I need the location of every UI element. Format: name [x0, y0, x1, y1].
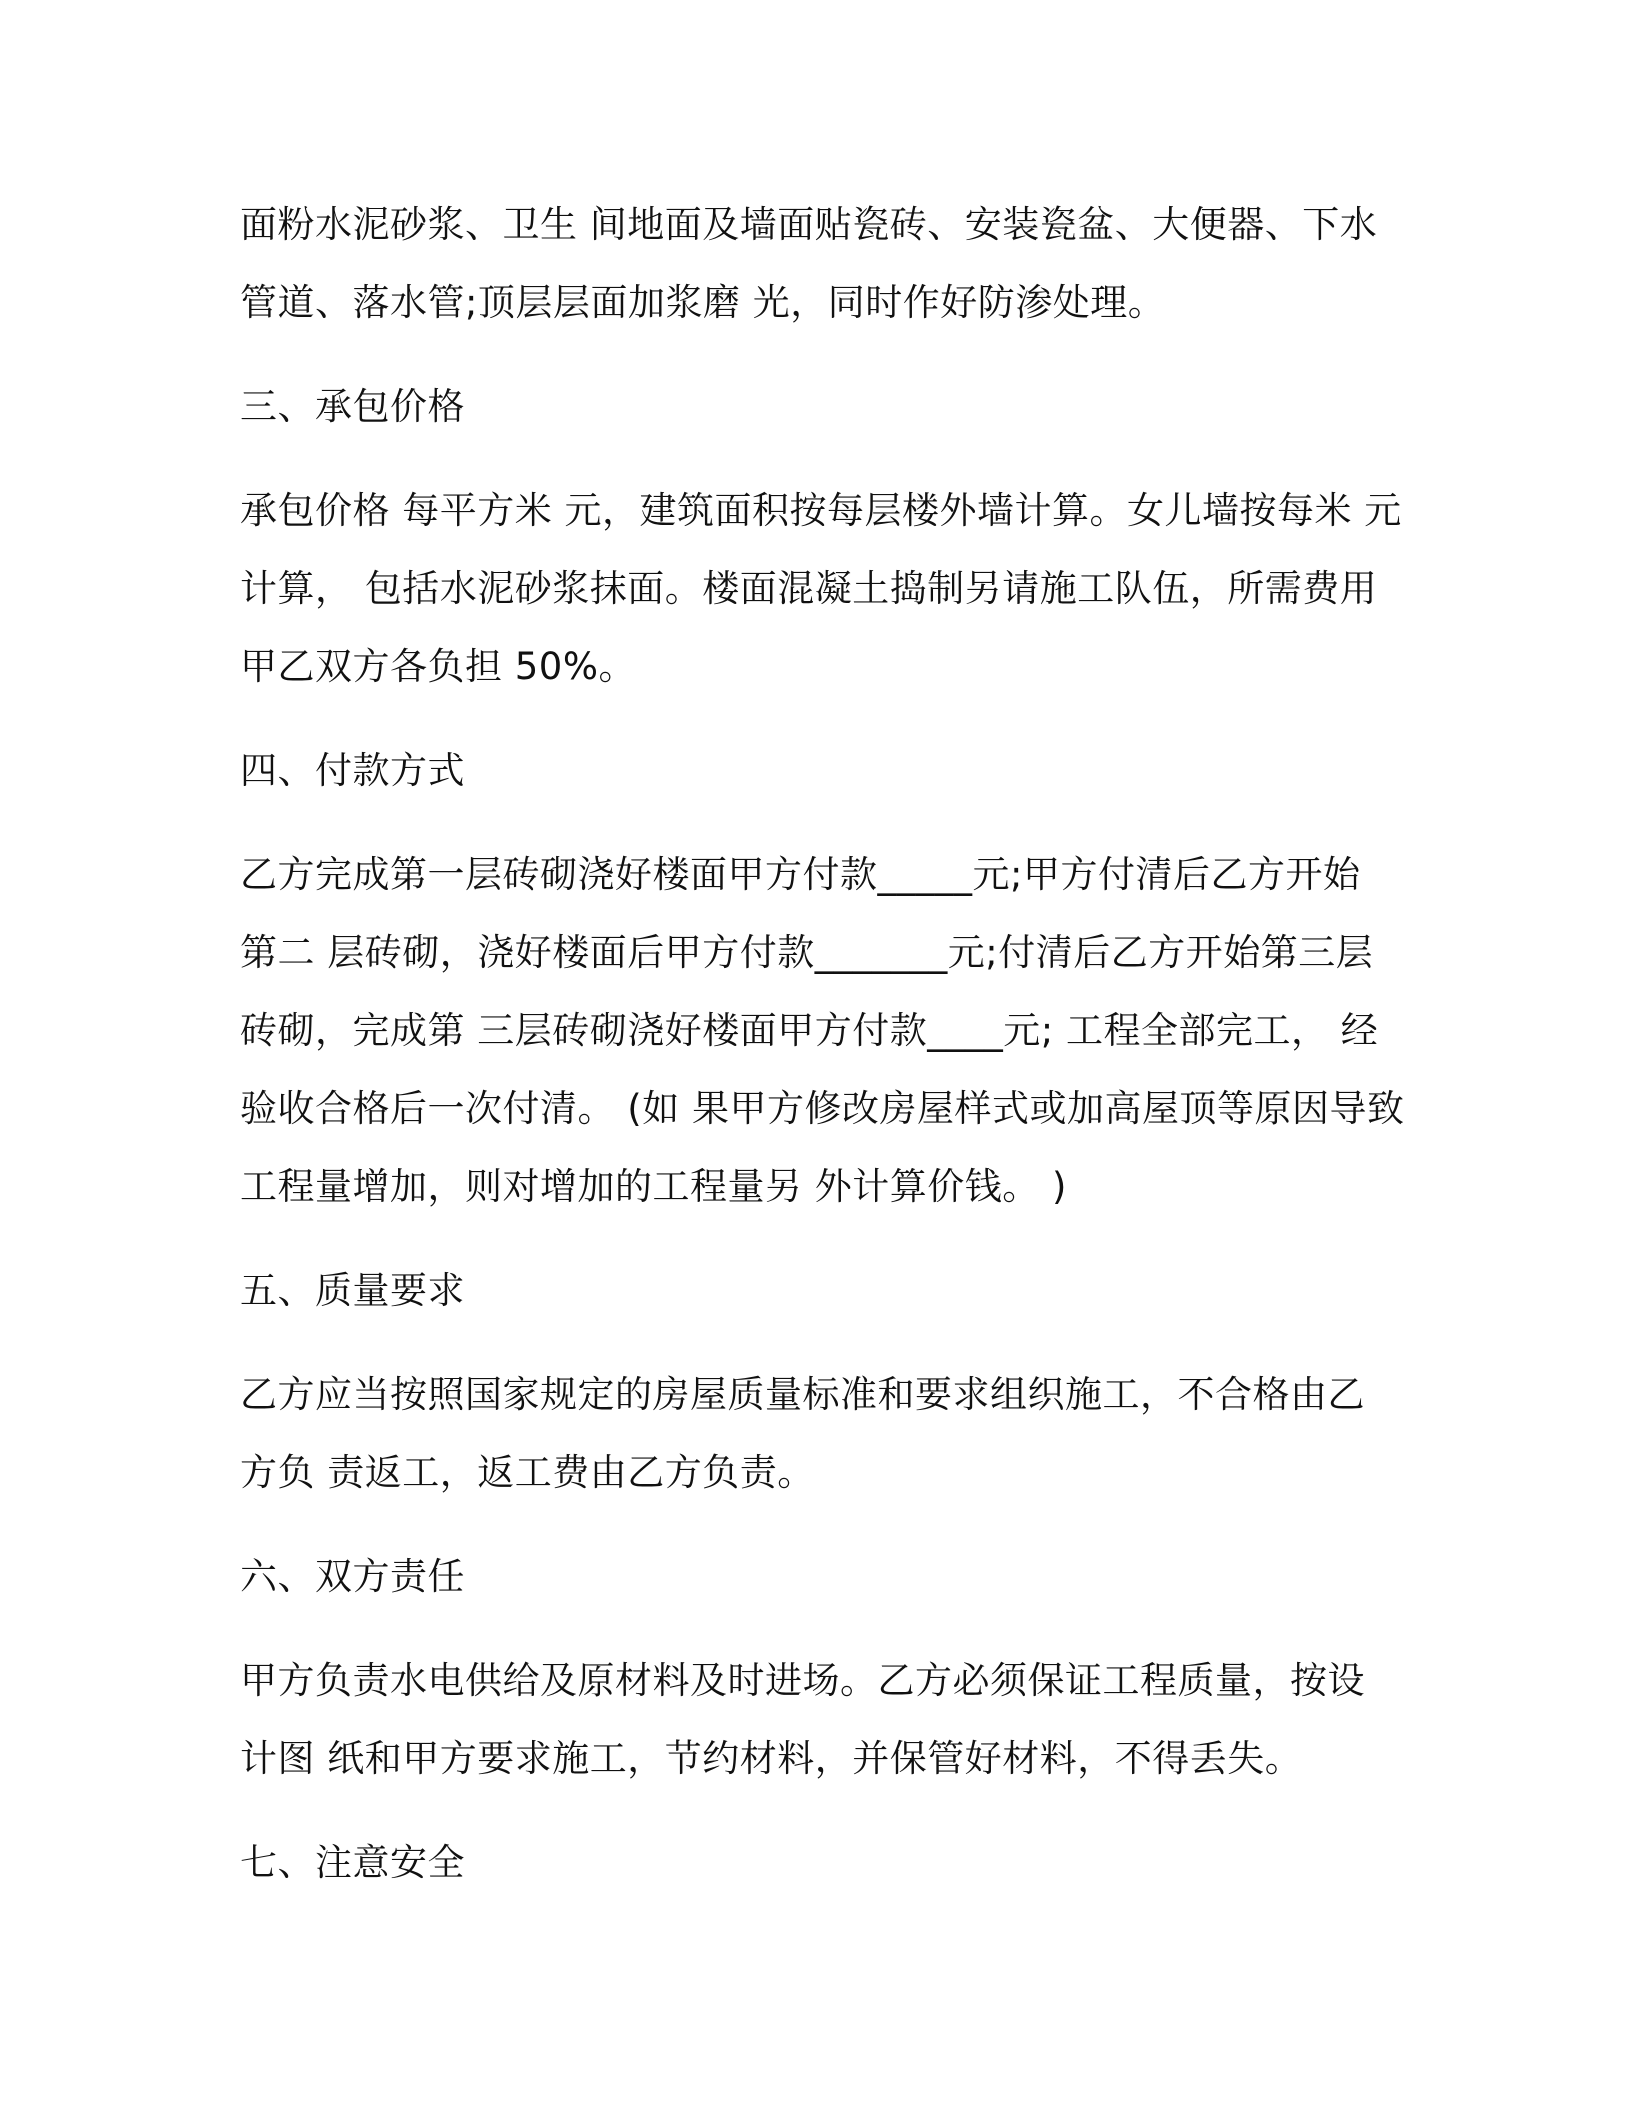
paragraph-line: 面粉水泥砂浆、卫生 间地面及墙面贴瓷砖、安装瓷盆、大便器、下水	[240, 203, 1378, 246]
section-heading: 三、承包价格	[240, 385, 465, 428]
section-heading-safety	[240, 1824, 1400, 1902]
paragraph-line: 方负 责返工，返工费由乙方负责。	[240, 1451, 815, 1494]
price-paragraph	[240, 472, 1400, 706]
intro-paragraph	[240, 186, 1400, 342]
paragraph-line: 计图 纸和甲方要求施工，节约材料，并保管好材料，不得丢失。	[240, 1737, 1303, 1780]
section-heading-payment	[240, 732, 1400, 810]
section-heading-quality	[240, 1252, 1400, 1330]
section-heading: 四、付款方式	[240, 749, 465, 792]
paragraph-line: 管道、落水管;顶层层面加浆磨 光，同时作好防渗处理。	[240, 281, 1166, 324]
paragraph-line: 工程量增加，则对增加的工程量另 外计算价钱。 )	[240, 1165, 1067, 1208]
responsibility-paragraph	[240, 1642, 1400, 1798]
section-heading-price	[240, 368, 1400, 446]
paragraph-line: 砖砌，完成第 三层砖砌浇好楼面甲方付款____元; 工程全部完工， 经	[240, 1009, 1379, 1052]
section-heading: 五、质量要求	[240, 1269, 465, 1312]
paragraph-line: 承包价格 每平方米 元，建筑面积按每层楼外墙计算。女儿墙按每米 元	[240, 489, 1402, 532]
paragraph-line: 乙方完成第一层砖砌浇好楼面甲方付款_____元;甲方付清后乙方开始	[240, 853, 1361, 896]
paragraph-line: 计算， 包括水泥砂浆抹面。楼面混凝土捣制另请施工队伍，所需费用	[240, 567, 1378, 610]
quality-paragraph	[240, 1356, 1400, 1512]
document-body	[240, 186, 1405, 1902]
payment-paragraph	[240, 836, 1405, 1226]
paragraph-line: 甲乙双方各负担 50%。	[240, 645, 636, 688]
paragraph-line: 第二 层砖砌，浇好楼面后甲方付款_______元;付清后乙方开始第三层	[240, 931, 1374, 974]
section-heading: 六、双方责任	[240, 1555, 465, 1598]
section-heading-responsibility	[240, 1538, 1400, 1616]
paragraph-line: 验收合格后一次付清。 (如 果甲方修改房屋样式或加高屋顶等原因导致	[240, 1087, 1405, 1130]
paragraph-line: 乙方应当按照国家规定的房屋质量标准和要求组织施工，不合格由乙	[240, 1373, 1365, 1416]
paragraph-line: 甲方负责水电供给及原材料及时进场。乙方必须保证工程质量，按设	[240, 1659, 1365, 1702]
section-heading: 七、注意安全	[240, 1841, 465, 1884]
